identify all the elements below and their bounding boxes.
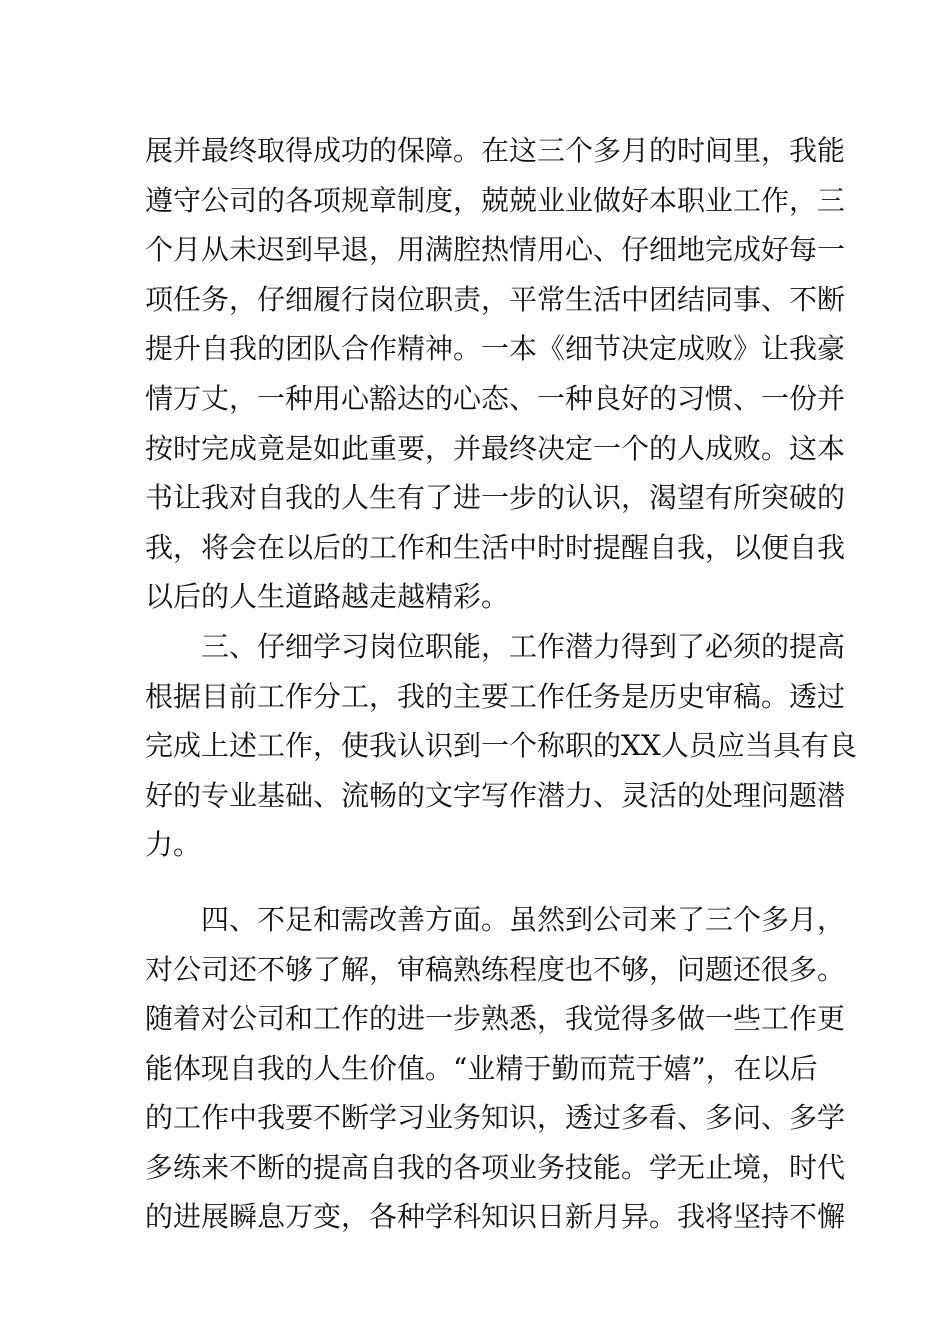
text-line: 完成上述工作，使我认识到一个称职的XX人员应当具有良 (145, 729, 857, 763)
text-line: 遵守公司的各项规章制度，兢兢业业做好本职业工作，三 (145, 183, 846, 217)
paragraph-gap (145, 870, 815, 895)
text-line: 的工作中我要不断学习业务知识，透过多看、多问、多学 (145, 1101, 846, 1135)
section-heading-three: 三、仔细学习岗位职能，工作潜力得到了必须的提高 (201, 629, 846, 663)
text-line: 提升自我的团队合作精神。一本《细节决定成败》让我豪 (145, 332, 846, 366)
text-line: 我，将会在以后的工作和生活中时时提醒自我，以便自我 (145, 530, 846, 564)
text-line: 展并最终取得成功的保障。在这三个多月的时间里，我能 (145, 134, 846, 167)
text-line: 多练来不断的提高自我的各项业务技能。学无止境，时代 (145, 1150, 846, 1184)
document-body (145, 126, 857, 1242)
text-line: 情万丈，一种用心豁达的心态、一种良好的习惯、一份并 (145, 381, 846, 415)
text-line: 项任务，仔细履行岗位职责，平常生活中团结同事、不断 (145, 282, 846, 316)
text-line: 书让我对自我的人生有了进一步的认识，渴望有所突破的 (145, 481, 846, 515)
text-line: 力。 (145, 828, 202, 862)
text-line: 根据目前工作分工，我的主要工作任务是历史审稿。透过 (145, 679, 846, 713)
text-line: 对公司还不够了解，审稿熟练程度也不够，问题还很多。 (145, 952, 846, 986)
text-line: 按时完成竟是如此重要，并最终决定一个的人成败。这本 (145, 431, 846, 465)
text-line: 随着对公司和工作的进一步熟悉，我觉得多做一些工作更 (145, 1002, 846, 1036)
text-line: 好的专业基础、流畅的文字写作潜力、灵活的处理问题潜 (145, 778, 846, 812)
section-heading-four: 四、不足和需改善方面。虽然到公司来了三个多月， (201, 902, 846, 936)
text-line: 的进展瞬息万变，各种学科知识日新月异。我将坚持不懈 (145, 1200, 846, 1234)
text-line: 个月从未迟到早退，用满腔热情用心、仔细地完成好每一 (145, 233, 846, 267)
text-line: 能体现自我的人生价值。“业精于勤而荒于嬉”，在以后 (145, 1051, 818, 1085)
text-line: 以后的人生道路越走越精彩。 (145, 580, 510, 614)
